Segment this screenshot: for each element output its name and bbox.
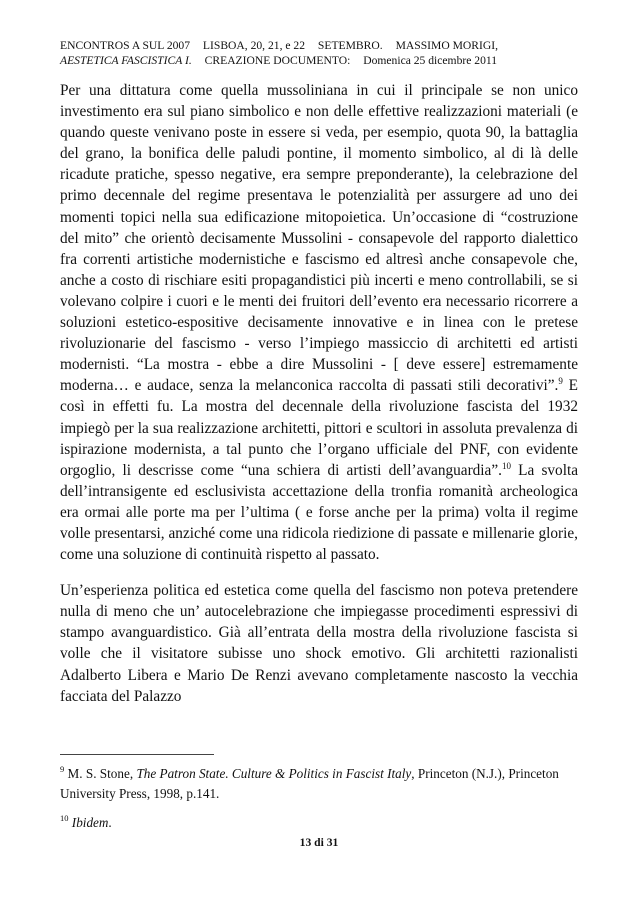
footnote-10: $^{10}$ Ibidem.	[60, 813, 112, 830]
footnote-ref-9[interactable]: 9	[558, 376, 563, 387]
header-place-dates: LISBOA, 20, 21, e 22	[202, 39, 306, 52]
header-author: MASSIMO MORIGI,	[395, 39, 499, 52]
header-line-1	[60, 38, 580, 53]
footnote-separator	[60, 754, 214, 755]
page-number: 13 di 31	[299, 836, 339, 849]
header-creation-label: CREAZIONE DOCUMENTO:	[204, 54, 351, 67]
header-line-2	[60, 53, 580, 68]
footnote-ref-10[interactable]: 10	[501, 460, 511, 471]
paragraph-1: Per una dittatura come quella mussoliniana in cui il principale se non unico investimento era sul piano simbolico e non delle effettive realizzazioni materiali (e quando queste venivano poste in essere si veda, per esempio, quota 90, la battaglia del grano, la bonifica delle paludi pontine, il momento simbolico, al di là delle ricadute pratiche, spesso negative, era sempre preponderante), la celebrazione del primo decennale del regime presentava le potenzialità per assurgere ad uno dei momenti topici nella sua edificazione mitopoietica. Un’occasione di “costruzione del mito” che orientò decisamente Mussolini - consapevole del rapporto dialettico fra correnti artistiche modernistiche e fascismo ed altresì anche consapevole che, anche a costo di rischiare esiti propagandistici più incerti e meno controllabili, se si volevano colpire i cuori e le menti dei fruitori dell’evento era necessario ricorrere a soluzioni estetico-espositive decisamente innovative e in linea con le pretese rivoluzionarie del fascismo - verso l’impiego massiccio di architetti ed artisti modernisti. “La mostra - ebbe a dire Mussolini - [ deve essere] estremamente moderna… e audace, senza la melanconica raccolta di passati stili decorativi”.$^9$ E così in effetti fu. La mostra del decennale della rivoluzione fascista del 1932 impiegò per la sua realizzazione architetti, pittori e scultori in assoluta prevalenza di ispirazione modernista, a tal punto che l’organo ufficiale del PNF, con evidente orgoglio, li descrisse come “una schiera di artisti dell’avanguardia”.$^{10}$ La svolta dell’intransigente ed esclusivista accettazione della tronfia romanità archeologica era ormai alle porte ma per l’ultima ( e forse anche per la prima) volta il regime volle presentarsi, anziché come una ridicola riedizione di passate e millenarie glorie, come una soluzione di continuità rispetto al passato.	[60, 82, 578, 564]
header-event: ENCONTROS A SUL 2007	[60, 39, 191, 52]
header-title: AESTETICA FASCISTICA I.	[60, 54, 192, 67]
header-date: Domenica 25 dicembre 2011	[363, 54, 498, 67]
footnote-9: $^9$ M. S. Stone, The Patron State. Culture & Politics in Fascist Italy, Princeton (N.J.), Princeton University Press, 1998, p.141.	[60, 764, 559, 801]
page-header	[60, 38, 580, 68]
document-body	[60, 80, 578, 707]
paragraph-2: Un’esperienza politica ed estetica come quella del fascismo non poteva pretendere nulla di meno che un’ autocelebrazione che impiegasse procedimenti espressivi di stampo avanguardistico. Già all’entrata della mostra della rivoluzione fascista si volle che il visitatore subisse uno shock emotivo. Gli architetti razionalisti Adalberto Libera e Mario De Renzi avevano completamente nascosto la vecchia facciata del Palazzo	[60, 582, 578, 705]
header-month: SETEMBRO.	[317, 39, 383, 52]
